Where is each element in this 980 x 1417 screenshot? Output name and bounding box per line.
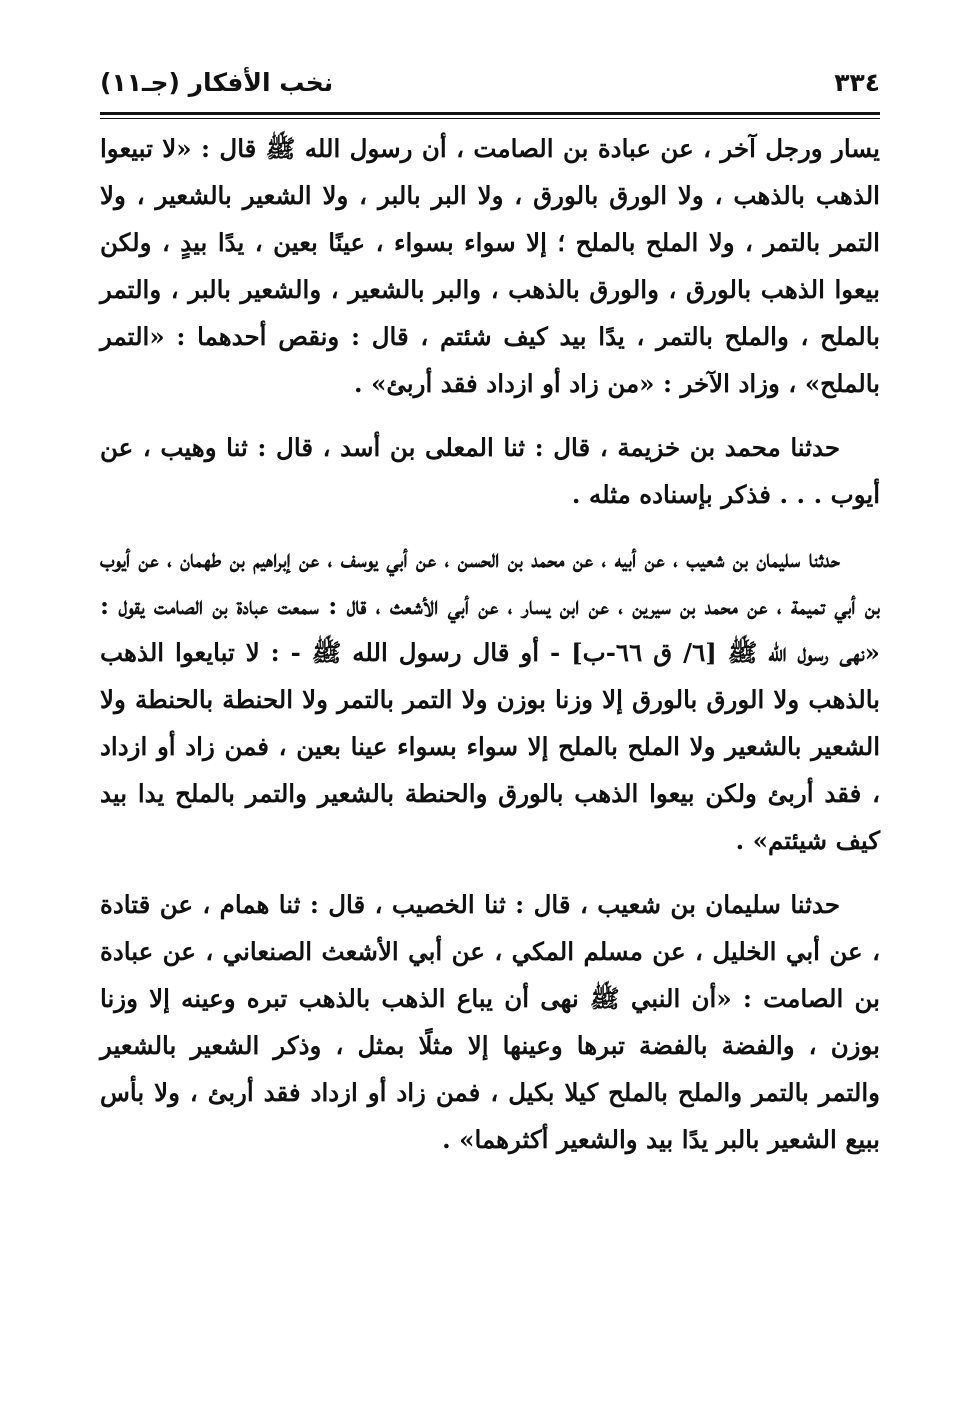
header-rule-thin [100, 118, 880, 119]
page-body [100, 125, 880, 1163]
paragraph-1: يسار ورجل آخر ، عن عبادة بن الصامت ، أن رسول الله ﷺ قال : «لا تبيعوا الذهب بالذهب ، ولا الورق بالورق ، ولا البر بالبر ، ولا الشعير بالشعير ، ولا التمر بالتمر ، ولا الملح بالملح ؛ إلا سواء بسواء ، عينًا بعين ، يدًا بيدٍ ، ولكن بيعوا الذهب بالورق ، والورق بالذهب ، والبر بالشعير ، والشعير بالبر ، والتمر بالملح ، والملح بالتمر ، يدًا بيد كيف شئتم ، قال : ونقص أحدهما : «التمر بالملح» ، وزاد الآخر : «من زاد أو ازداد فقد أربئ» . [100, 134, 880, 398]
paragraph-4: حدثنا سليمان بن شعيب ، قال : ثنا الخصيب ، قال : ثنا همام ، عن قتادة ، عن أبي الخليل ، عن مسلم المكي ، عن أبي الأشعث الصنعاني ، عن عبادة بن الصامت : «أن النبي ﷺ نهى أن يباع الذهب بالذهب تبره وعينه إلا وزنا بوزن ، والفضة بالفضة تبرها وعينها إلا مثلًا بمثل ، وذكر الشعير بالشعير والتمر بالتمر والملح بالملح كيلا بكيل ، فمن زاد أو ازداد فقد أربئ ، ولا بأس ببيع الشعير بالبر يدًا بيد والشعير أكثرهما» . [100, 890, 880, 1154]
book-title: نخب الأفكار (جـ١١) [100, 68, 334, 97]
page-number: ٣٣٤ [834, 68, 880, 97]
header-rule-thick [100, 112, 880, 115]
running-header [100, 60, 880, 106]
paragraph-3: حدثنا سليمان بن شعيب ، عن أبيه ، عن محمد بن الحسن ، عن أبي يوسف ، عن إبراهيم بن طهمان ، عن أيوب بن أبي تميمة ، عن محمد بن سيرين ، عن ابن يسار ، عن أبي الأشعث ، قال : سمعت عبادة بن الصامت يقول : «نهى رسول الله ﷺ [٦/ ق ٦٦-ب] - أو قال رسول الله ﷺ - : لا تبايعوا الذهب بالذهب ولا الورق بالورق إلا وزنا بوزن ولا التمر بالتمر ولا الحنطة بالحنطة ولا الشعير بالشعير ولا الملح بالملح إلا سواء بسواء عينا بعين ، فمن زاد أو ازداد ، فقد أربئ ولكن بيعوا الذهب بالورق والحنطة بالشعير والتمر بالملح يدا بيد كيف شيئتم» . [100, 544, 880, 855]
paragraph-2: حدثنا محمد بن خزيمة ، قال : ثنا المعلى بن أسد ، قال : ثنا وهيب ، عن أيوب . . . فذكر بإسناده مثله . [100, 433, 880, 509]
book-page [100, 60, 880, 1163]
